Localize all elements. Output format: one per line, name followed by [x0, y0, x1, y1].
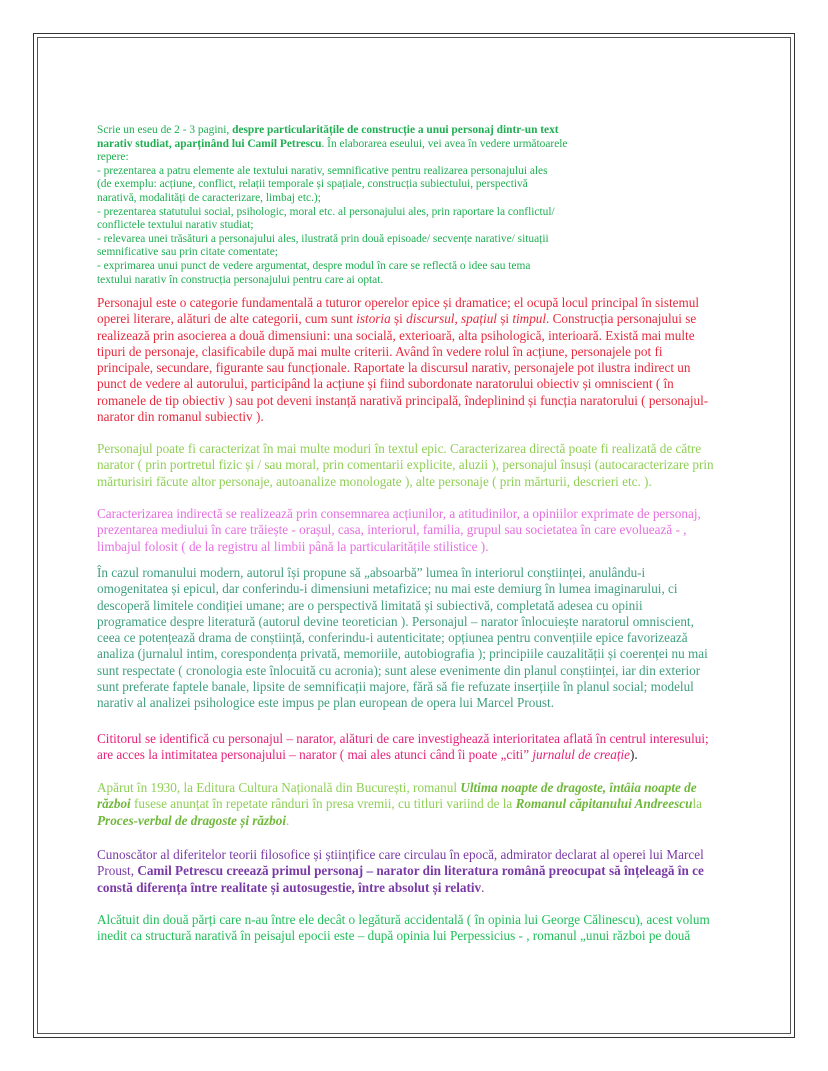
- text-segment: .: [481, 879, 485, 895]
- text-segment: Scrie un eseu de 2 - 3 pagini,: [97, 124, 233, 136]
- paragraph-roman-modern: [97, 565, 757, 712]
- emphasis-text: război: [97, 796, 131, 812]
- text-segment: - relevarea unei trăsături a personajului ales, ilustrată prin două episoade/ secvențe narative/ situații: [97, 232, 549, 245]
- text-segment: punct de vedere al autorului, participând la acțiune și fiind subordonate naratorului obiectiv și omniscient ( în: [97, 376, 674, 392]
- text-segment: Proust,: [97, 863, 138, 879]
- text-line: [97, 880, 757, 896]
- text-line: [97, 630, 757, 646]
- text-line: [97, 165, 757, 179]
- text-line: [97, 178, 757, 192]
- emphasis-text: despre particularitățile de construcție a unui personaj dintr-un text: [232, 124, 559, 136]
- text-line: [97, 441, 757, 457]
- text-segment: omogenitatea și epicul, dar conferindu-i dimensiuni metafizice; nu mai este demiurg în lumea imaginarului, ci: [97, 581, 678, 597]
- text-segment: conflictele textului narativ studiat;: [97, 219, 254, 232]
- text-line: [97, 233, 757, 247]
- text-segment: semnificative sau prin citate comentate;: [97, 246, 278, 259]
- emphasis-text: constă diferența între realitate și autosugestie, între absolut și relativ: [97, 879, 482, 895]
- text-segment: narativă, modalități de caracterizare, limbaj etc.);: [97, 191, 321, 204]
- text-segment: - prezentarea a patru elemente ale textului narativ, semnificative pentru realizarea personajului ales: [97, 164, 548, 177]
- text-line: [97, 260, 757, 274]
- text-segment: principale, secundare, figurante sau funcționale. Raportate la discursul narativ, personajele pot ilustra indirect un: [97, 360, 691, 376]
- text-segment: textului narativ în construcția personajului pentru care ai optat.: [97, 273, 384, 286]
- text-line: [97, 912, 757, 928]
- text-segment: tipuri de personaje, clasificabile după mai multe criterii. Având în vedere rolul în acțiune, personajele pot fi: [97, 343, 663, 359]
- text-segment: Cunoscător al diferitelor teorii filosofice și științifice care circulau în epocă, admirator declarat al operei lui Marcel: [97, 847, 704, 862]
- text-line: [97, 474, 757, 490]
- text-segment: la: [692, 796, 702, 812]
- text-segment: Alcătuit din două părți care n-au între ele decât o legătură accidentală ( în opinia lui George Călinescu), acest volum: [97, 912, 710, 927]
- text-line: [97, 863, 757, 879]
- text-segment: și: [390, 311, 407, 327]
- text-segment: Personajul este o categorie fundamentală a tuturor operelor epice și dramatice; el ocupă locul principal în sistemul: [97, 295, 700, 310]
- text-line: [97, 522, 757, 538]
- emphasis-text: spațiul: [461, 311, 497, 327]
- text-segment: și: [496, 311, 513, 327]
- text-segment: programatice despre literatură (autorul devine teoretician ). Personajul – narator înlocuiește naratorul omniscient,: [97, 613, 694, 629]
- paragraph-cititorul: [97, 731, 757, 764]
- text-line: [97, 393, 757, 409]
- text-line: [97, 246, 757, 260]
- emphasis-text: narativ studiat, aparținând lui Camil Petrescu: [97, 137, 322, 150]
- emphasis-text: Romanul căpitanului Andreescu: [515, 796, 693, 812]
- text-line: [97, 219, 757, 233]
- text-line: [97, 614, 757, 630]
- text-line: [97, 311, 757, 327]
- paragraph-personaj-definitie: [97, 295, 757, 425]
- text-segment: mărturisiri făcute altor personaje, autoanalize monologate ), alte personaje ( prin mărturii, descrieri etc. ).: [97, 473, 652, 489]
- text-line: [97, 928, 757, 944]
- text-line: [97, 581, 757, 597]
- paragraph-camil-petrescu: [97, 847, 757, 896]
- text-line: [97, 731, 757, 747]
- paragraph-caracterizare-indirecta: [97, 506, 757, 555]
- text-line: [97, 360, 757, 376]
- text-line: [97, 847, 757, 863]
- text-segment: prezentarea mediului în care trăiește - orașul, casa, interiorul, familia, grupul sau societatea în care evoluează - ,: [97, 522, 687, 538]
- text-segment: sunt respectate ( cronologia este înlocuită cu acronia); sunt alese evenimente din planul conștiinței, iar din exterior: [97, 662, 701, 678]
- text-segment: limbajul folosit ( de la registru al limbii până la particularitățile stilistice ).: [97, 538, 489, 554]
- emphasis-text: timpul: [512, 311, 547, 327]
- text-line: [97, 274, 757, 288]
- text-segment: analiza (jurnalul intim, corespondența privată, memoriile, autobiografia ); principiile cauzalității și coerenței nu mai: [97, 646, 708, 662]
- text-line: [97, 206, 757, 220]
- text-line: [97, 813, 757, 829]
- text-segment: narativ al analizei psihologice este impus pe plan european de opera lui Marcel Proust.: [97, 695, 555, 711]
- text-segment: ceea ce potențează drama de conștiință, conferindu-i autenticitate; opțiunea pentru convențiile epice favorizează: [97, 630, 688, 646]
- text-segment: sunt preferate faptele banale, lipsite de semnificații majore, fără să fie refuzate inserțiile în planul social; modelul: [97, 679, 694, 695]
- text-segment: . În elaborarea eseului, vei avea în vedere următoarele: [321, 137, 568, 150]
- text-line: [97, 780, 757, 796]
- text-line: [97, 192, 757, 206]
- text-line: [97, 695, 757, 711]
- text-segment: are acces la intimitatea personajului – narator ( mai ales atunci când îi poate „citi”: [97, 747, 533, 763]
- text-segment: realizează prin asocierea a două dimensiuni: una socială, exterioară, alta psihologică, interioară. Există mai multe: [97, 327, 695, 343]
- emphasis-text: istoria: [356, 311, 391, 327]
- text-segment: În cazul romanului modern, autorul își propune să „absoarbă” lumea în interiorul conștiinței, anulându-i: [97, 565, 646, 580]
- text-line: [97, 598, 757, 614]
- text-line: [97, 646, 757, 662]
- text-segment: ).: [630, 747, 638, 763]
- paragraph-structura-volum: [97, 912, 757, 945]
- emphasis-text: jurnalul de creație: [532, 747, 631, 763]
- emphasis-text: Ultima noapte de dragoste, întâia noapte de: [460, 780, 697, 795]
- text-segment: - exprimarea unui punct de vedere argumentat, despre modul în care se reflectă o idee sau tema: [97, 259, 531, 272]
- paragraph-aparitie-roman: [97, 780, 757, 829]
- text-segment: .: [286, 812, 290, 828]
- emphasis-text: discursul: [406, 311, 455, 327]
- text-segment: narator din romanul subiectiv ).: [97, 409, 264, 425]
- text-segment: narator ( prin portretul fizic și / sau moral, prin comentarii explicite, aluzii ), personajul însuși (autocaracterizare prin: [97, 457, 714, 473]
- text-segment: - prezentarea statutului social, psihologic, moral etc. al personajului ales, prin raportare la conflictul/: [97, 205, 555, 218]
- text-line: [97, 376, 757, 392]
- text-line: [97, 409, 757, 425]
- text-line: [97, 344, 757, 360]
- text-line: [97, 124, 757, 138]
- paragraph-caracterizare-directa: [97, 441, 757, 490]
- text-line: [97, 663, 757, 679]
- emphasis-text: Camil Petrescu creează primul personaj – narator din literatura română preocupat să înțeleagă în ce: [137, 863, 704, 879]
- text-line: [97, 138, 757, 152]
- text-segment: fusese anunțat în repetate rânduri în presa vremii, cu titluri variind de la: [130, 796, 516, 812]
- text-line: [97, 295, 757, 311]
- text-line: [97, 565, 757, 581]
- text-segment: romanele de tip obiectiv ) sau pot deveni instanță narativă principală, îndeplinind și funcția naratorului ( personajul-: [97, 392, 709, 408]
- text-line: [97, 796, 757, 812]
- text-line: [97, 506, 757, 522]
- text-segment: descoperă limitele condiției umane; are o perspectivă limitată și subiectivă, completată adesea cu opinii: [97, 597, 643, 613]
- text-line: [97, 747, 757, 763]
- text-segment: repere:: [97, 151, 129, 164]
- text-segment: . Construcția personajului se: [546, 311, 697, 327]
- text-segment: inedit ca structură narativă în peisajul epocii este – după opinia lui Perpessicius - , romanul „unui război pe două: [97, 928, 691, 944]
- text-line: [97, 679, 757, 695]
- text-line: [97, 539, 757, 555]
- text-segment: operei literare, alături de alte categorii, cum sunt: [97, 311, 357, 327]
- text-segment: (de exemplu: acțiune, conflict, relații temporale și spațiale, construcția subiectului, perspectivă: [97, 178, 528, 191]
- text-segment: Apărut în 1930, la Editura Cultura Națională din București, romanul: [97, 780, 461, 795]
- paragraph-assignment: [97, 124, 757, 287]
- text-line: [97, 151, 757, 165]
- text-segment: ,: [454, 311, 462, 327]
- text-segment: Cititorul se identifică cu personajul – narator, alături de care investighează interioritatea aflată în centrul interesului;: [97, 731, 709, 746]
- text-segment: Caracterizarea indirectă se realizează prin consemnarea acțiunilor, a atitudinilor, a opiniilor exprimate de personaj,: [97, 506, 701, 521]
- text-segment: Personajul poate fi caracterizat în mai multe moduri în textul epic. Caracterizarea directă poate fi realizată de către: [97, 441, 702, 456]
- emphasis-text: Proces-verbal de dragoste și război: [97, 812, 286, 828]
- text-line: [97, 457, 757, 473]
- text-line: [97, 328, 757, 344]
